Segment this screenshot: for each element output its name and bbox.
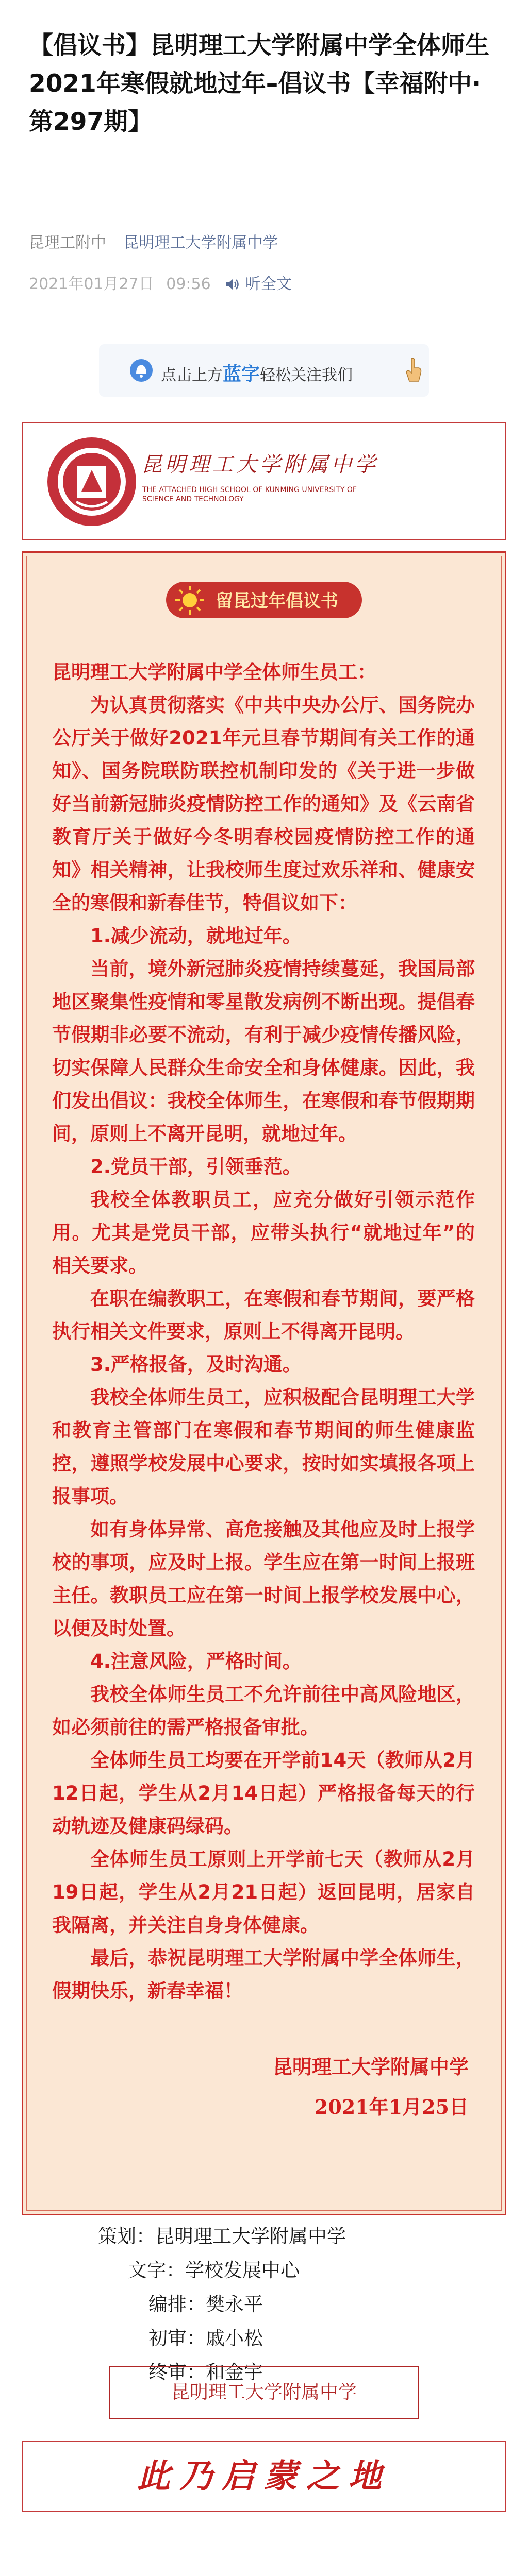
letter-paragraph: 我校全体师生员工不允许前往中高风险地区，如必须前往的需严格报备审批。	[52, 1683, 475, 1738]
letter-point-heading: 3.严格报备，及时沟通。	[90, 1353, 302, 1376]
letter-tag-text: 留昆过年倡议书	[216, 591, 338, 612]
account-name-link[interactable]: 昆明理工大学附属中学	[123, 234, 278, 252]
meta-source-row	[29, 230, 278, 252]
source-label: 昆理工附中	[29, 234, 106, 252]
article-title: 【倡议书】昆明理工大学附属中学全体师生2021年寒假就地过年–倡议书【幸福附中·第297期】	[29, 31, 489, 136]
publish-date: 2021年01月27日	[29, 275, 154, 293]
letter-closing: 最后，恭祝昆明理工大学附属中学全体师生，假期快乐，新春幸福！	[52, 1947, 475, 2002]
letter-paragraph: 我校全体师生员工，应积极配合昆明理工大学和教育主管部门在寒假和春节期间的师生健康监控，遵照学校发展中心要求，按时如实填报各项上报事项。	[52, 1386, 475, 1507]
follow-prefix: 点击上方	[161, 366, 223, 384]
follow-banner[interactable]	[99, 344, 429, 397]
letter-paragraph: 如有身体异常、高危接触及其他应及时上报学校的事项，应及时上报。学生应在第一时间上报班主任。教职员工应在第一时间上报学校发展中心，以便及时处置。	[52, 1518, 475, 1639]
letter-sign-date: 2021年1月25日	[314, 2095, 469, 2119]
letter-point-heading: 1.减少流动，就地过年。	[90, 925, 302, 947]
credit-editor: 编排：樊永平	[148, 2293, 263, 2315]
credit-final-review: 终审：和金宇	[148, 2361, 263, 2383]
listen-label: 听全文	[245, 275, 292, 293]
credit-writer: 文字：学校发展中心	[128, 2259, 300, 2281]
follow-highlight: 蓝字	[223, 364, 260, 385]
school-banner	[22, 422, 506, 540]
follow-text	[161, 360, 353, 386]
follow-suffix: 轻松关注我们	[260, 366, 353, 384]
letter-tag-wrap	[23, 582, 505, 618]
proposal-letter-card	[22, 551, 506, 2215]
letter-paragraph: 全体师生员工原则上开学前七天（教师从2月19日起，学生从2月21日起）返回昆明，居家自我隔离，并关注自身身体健康。	[52, 1848, 475, 1936]
letter-paragraph: 全体师生员工均要在开学前14天（教师从2月12日起，学生从2月14日起）严格报备每天的行动轨迹及健康码绿码。	[52, 1749, 475, 1837]
credit-first-review: 初审：戚小松	[148, 2327, 263, 2349]
letter-paragraph: 为认真贯彻落实《中共中央办公厅、国务院办公厅关于做好2021年元旦春节期间有关工作的通知》、国务院联防联控机制印发的《关于进一步做好当前新冠肺炎疫情防控工作的通知》及《云南省教育厅关于做好今冬明春校园疫情防控工作的通知》相关精神，让我校师生度过欢乐祥和、健康安全的寒假和新春佳节，特倡议如下：	[52, 694, 475, 914]
footer-school-name: 昆明理工大学附属中学	[109, 2366, 419, 2419]
publish-time: 09:56	[166, 275, 211, 293]
credit-planner: 策划：昆明理工大学附属中学	[98, 2225, 346, 2247]
letter-signature-block	[273, 2047, 469, 2127]
bell-icon	[129, 357, 154, 384]
school-cn-name: 昆明理工大学附属中学	[141, 453, 378, 477]
letter-signature: 昆明理工大学附属中学	[272, 2055, 469, 2078]
letter-paragraph: 我校全体教职员工，应充分做好引领示范作用。尤其是党员干部，应带头执行“就地过年”的相关要求。	[52, 1189, 475, 1277]
letter-point-heading: 2.党员干部，引领垂范。	[90, 1156, 302, 1178]
letter-paragraph: 当前，境外新冠肺炎疫情持续蔓延，我国局部地区聚集性疫情和零星散发病例不断出现。提倡春节假期非必要不流动，有利于减少疫情传播风险，切实保障人民群众生命安全和身体健康。因此，我们发出倡议：我校全体师生，在寒假和春节假期期间，原则上不离开昆明，就地过年。	[52, 958, 475, 1145]
listen-button[interactable]	[225, 275, 292, 293]
meta-date-row	[29, 271, 292, 294]
hand-pointer-icon	[403, 357, 424, 384]
school-emblem-icon	[45, 434, 138, 530]
letter-paragraph: 在职在编教职工，在寒假和春节期间，要严格执行相关文件要求，原则上不得离开昆明。	[52, 1287, 475, 1343]
letter-point-heading: 4.注意风险，严格时间。	[90, 1650, 302, 1672]
letter-salutation: 昆明理工大学附属中学全体师生员工：	[52, 661, 376, 683]
sun-icon	[174, 585, 205, 616]
letter-body	[52, 656, 475, 2008]
slogan-banner: 此乃启蒙之地	[22, 2441, 506, 2512]
letter-tag	[166, 582, 362, 618]
speaker-icon	[225, 278, 240, 291]
school-en-name: THE ATTACHED HIGH SCHOOL OF KUNMING UNIVERSITY OF SCIENCE AND TECHNOLOGY	[142, 486, 357, 503]
